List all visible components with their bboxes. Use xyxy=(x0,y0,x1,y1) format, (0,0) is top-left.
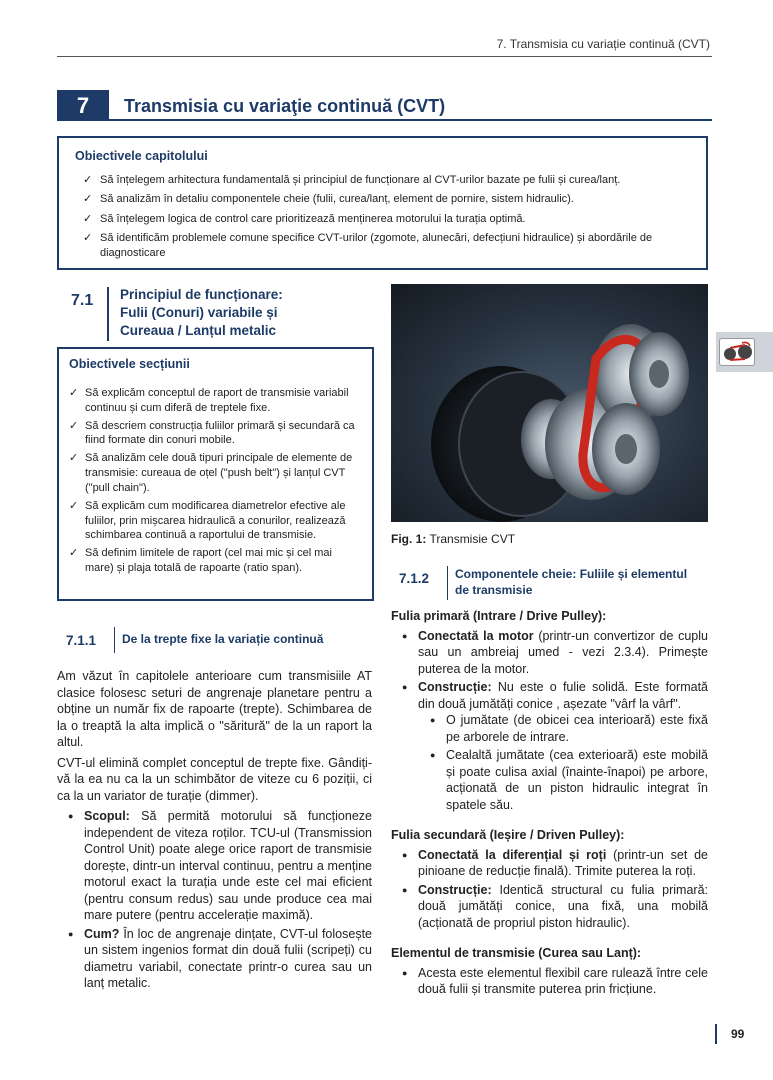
section-objectives-box xyxy=(57,347,374,601)
bullet-list xyxy=(391,965,708,998)
list-item: ● Construcție: Identică structural cu fulia primară: două jumătăți conice, una fixă, una mobilă (acționată de propriul piston hidraulic). xyxy=(418,882,708,932)
check-icon: ✓ xyxy=(83,193,93,206)
subsection-title: De la trepte fixe la variație continuă xyxy=(122,632,324,646)
list-item: ● O jumătate (de obicei cea interioară) este fixă pe arborele de intrare. xyxy=(446,712,708,745)
chapter-title: Transmisia cu variaţie continuă (CVT) xyxy=(124,96,446,116)
list-item: ● Acesta este elementul flexibil care rulează între cele două fulii și transmite puterea prin fricțiune. xyxy=(418,965,708,998)
subsection-divider xyxy=(447,566,448,600)
bullet-list xyxy=(391,628,708,814)
list-item: ● Conectată la diferențial și roți (printr-un set de pinioane de reducție finală). Trimite puterea la roți. xyxy=(418,847,708,880)
check-icon: ✓ xyxy=(83,232,93,245)
list-item: ✓ Să explicăm conceptul de raport de transmisie variabil continuu și cum diferă de treptele fixe. xyxy=(69,386,349,414)
chapter-objectives-list xyxy=(75,173,690,262)
section-divider xyxy=(107,287,109,341)
list-item: ● Conectată la motor (printr-un convertizor de cuplu sau un ambreiaj umed - vezi 2.3.4). Primește puterea de la motor. xyxy=(418,628,708,678)
list-item: ● Construcție: Nu este o fulie solidă. Este formată din două jumătăți conice , așezate "vârf la vârf". ● O jumătate (de obicei cea interioară) este fixă pe arborele de intrare. ● Cealaltă jumătate (cea exterioară) este mobilă și poate culisa axial (înainte-înapoi) pe arbore, acționată de un piston hidraulic integrat în spatele său. xyxy=(418,679,708,813)
right-column-body xyxy=(391,608,708,1000)
subheading: Elementul de transmisie (Cureа sau Lanț): xyxy=(391,946,642,960)
list-item: ● Cum? În loc de angrenaje dințate, CVT-ul folosește un sistem ingenios format din două fulii (scripeți) cu diametru variabil, conectate printr-o curea sau un lanț metalic. xyxy=(84,926,372,992)
chapter-objectives-title: Obiectivele capitolului xyxy=(75,149,208,163)
nested-bullet-list xyxy=(418,712,708,813)
figure-caption: Fig. 1: Transmisie CVT xyxy=(391,532,516,546)
list-item: ● Cealaltă jumătate (cea exterioară) este mobilă și poate culisa axial (înainte-înapoi) pe arbore, acționată de un piston hidraulic integrat în spatele său. xyxy=(446,747,708,813)
chapter-heading xyxy=(57,90,712,121)
header-rule xyxy=(57,56,712,57)
paragraph: Am văzut în capitolele anterioare cum transmisiile AT clasice folosesc seturi de angrenaje planetare pentru a obține un număr fix de rapoarte (trepte). Schimbarea de la o treaptă la alta implică o "săritură" de la un raport la altul. xyxy=(57,669,372,749)
chapter-objectives-box xyxy=(57,136,708,270)
list-item: ✓ Să descriem construcția fuliilor primară și secundară ca fiind formate din conuri mobile. xyxy=(69,419,355,447)
check-icon: ✓ xyxy=(83,173,93,186)
subsection-title: Componentele cheie: Fuliile și elementul de transmisie xyxy=(455,567,688,597)
bullet-list xyxy=(57,808,372,992)
list-item: ✓ Să analizăm în detaliu componentele cheie (fulii, curea/lanț, element de pornire, sistem hidraulic). xyxy=(83,192,690,207)
subheading: Fulia secundară (Ieșire / Driven Pulley): xyxy=(391,828,625,842)
left-column-body xyxy=(57,668,372,994)
section-title: Principiul de funcționare: Fulii (Conuri) variabile și Cureaua / Lanțul metalic xyxy=(120,287,283,338)
check-icon: ✓ xyxy=(83,212,93,225)
cvt-belt-icon xyxy=(719,338,755,366)
section-7-1-2-heading xyxy=(399,566,709,600)
cvt-illustration xyxy=(391,284,708,522)
check-icon: ✓ xyxy=(69,547,79,560)
list-item: ✓ Să analizăm cele două tipuri principale de elemente de transmisie: cureaua de oțel ("push belt") și lanțul CVT ("pull chain"). xyxy=(69,452,353,494)
subheading: Fulia primară (Intrare / Drive Pulley): xyxy=(391,609,607,623)
bullet-list xyxy=(391,847,708,932)
section-7-1-heading xyxy=(57,287,372,341)
list-item: ● Scopul: Să permită motorului să funcționeze independent de viteza roților. TCU-ul (Transmission Control Unit) poate alege orice raport de transmisie dorește, dintr-un interval continuu, pentru a menține motorul exact la turația unde este cel mai eficient (pentru consum redus) sau unde produce cea mai mare putere (pentru accelerație maximă). xyxy=(84,808,372,924)
chapter-side-tab xyxy=(716,332,773,372)
check-icon: ✓ xyxy=(69,452,79,465)
cvt-transmission-image xyxy=(391,284,708,522)
section-objectives-list xyxy=(69,386,362,576)
page-number: 99 xyxy=(715,1024,744,1044)
list-item: ✓ Să explicăm cum modificarea diametrelor efective ale fuliilor, prin mișcarea hidraulică a conurilor, realizează schimbarea continuă a raportului de transmisie. xyxy=(69,499,346,542)
list-item: ✓ Să înțelegem arhitectura fundamentală și principiul de funcționare al CVT-urilor bazate pe fulii și curea/lanț. xyxy=(83,173,690,188)
section-7-1-1-heading xyxy=(66,627,366,653)
running-head: 7. Transmisia cu variație continuă (CVT) xyxy=(496,37,710,51)
list-item: ✓ Să înțelegem logica de control care prioritizează menținerea motorului la turația optimă. xyxy=(83,212,690,227)
section-number: 7.1 xyxy=(71,292,94,309)
list-item: ✓ Să definim limitele de raport (cel mai mic și cel mai mare) și plaja totală de rapoarte (ratio span). xyxy=(69,547,332,575)
section-objectives-title: Obiectivele secțiunii xyxy=(69,357,190,371)
chapter-number: 7 xyxy=(57,90,109,121)
subsection-number: 7.1.1 xyxy=(66,633,97,648)
list-item: ✓ Să identificăm problemele comune specifice CVT-urilor (zgomote, alunecări, defecțiuni hidraulice) și abordările de diagnosticare xyxy=(83,232,653,260)
check-icon: ✓ xyxy=(69,419,79,432)
check-icon: ✓ xyxy=(69,499,79,512)
subsection-divider xyxy=(114,627,115,653)
paragraph: CVT-ul elimină complet conceptul de trepte fixe. Gândiți-vă la ea nu ca la un schimbător de viteze cu 6 poziții, ci ca la un variator de turație (dimmer). xyxy=(57,755,372,803)
subsection-number: 7.1.2 xyxy=(399,571,430,586)
check-icon: ✓ xyxy=(69,386,79,399)
